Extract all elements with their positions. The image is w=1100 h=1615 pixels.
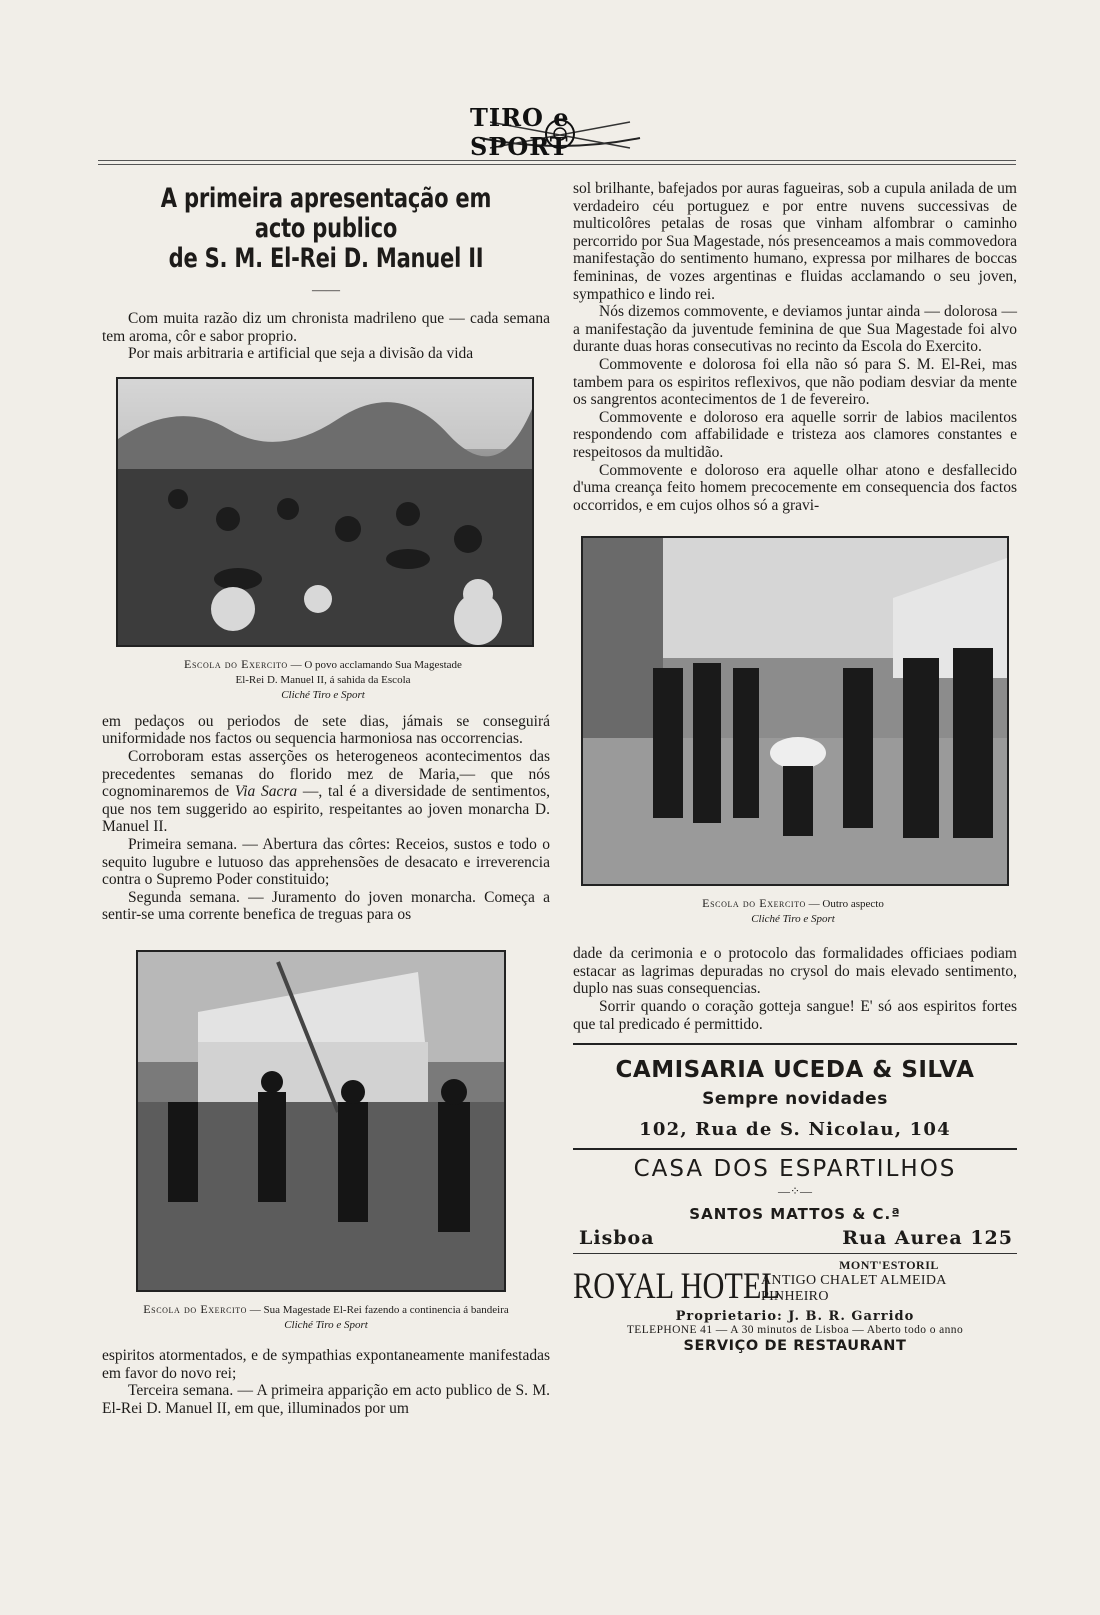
- camisaria-address: 102, Rua de S. Nicolau, 104: [639, 1119, 951, 1141]
- photo-crowd: [116, 377, 534, 647]
- ad-rule-3: [573, 1253, 1017, 1254]
- intro-paragraph-2: Por mais arbitraria e artificial que seja a divisão da vida: [128, 345, 474, 363]
- masthead-title: TIRO e SPORT: [470, 103, 570, 161]
- via-sacra-italic: Via Sacra: [234, 783, 298, 801]
- photo-continencia: [136, 950, 506, 1292]
- right-cont-paragraph-1: dade da cerimonia e o protocolo das formalidades officiaes podiam estacar as lagrimas depuradas no crysol do mais elevado sentimento, duplo nas suas consequencias.: [573, 945, 1017, 998]
- outro-aspecto-photo-image: [583, 538, 1007, 884]
- photo1-credit: Cliché Tiro e Sport: [281, 688, 365, 701]
- hotel-chalet: ANTIGO CHALET ALMEIDA PINHEIRO: [761, 1273, 946, 1305]
- right-paragraph-1: sol brilhante, bafejados por auras fagueiras, sob a cupula anilada de um verdadeiro céu portuguez e por entre nuvens successivas de multicolôres petalas de rosas que vinham alfombrar o caminho percorrido por Sua Magestade, nós presenceamos a mais commovedora manifestação do sentimento humano, expressa por milhares de boccas femininas, de vozes argentinas e fluidas acclamando o seu joven, sympathico e lindo rei.: [573, 180, 1017, 303]
- left-bottom-paragraph-1: espiritos atormentados, e de sympathias expontaneamente manifestadas em favor do novo rei;: [102, 1346, 550, 1382]
- photo3-credit: Cliché Tiro e Sport: [284, 1318, 368, 1331]
- left-cont-p2-tail: —, tal é a diversidade de sentimentos, que nos tem suggerido ao espirito, respeitantes ao joven monarcha D. Manuel II.: [102, 783, 550, 836]
- right-continuation: [573, 945, 1017, 1033]
- hotel-name: ROYAL HOTEL: [573, 1266, 781, 1308]
- headline-line-2: de S. M. El-Rei D. Manuel II: [168, 243, 484, 274]
- royal-hotel-ad: [573, 1258, 1017, 1308]
- left-cont-paragraph-4: Segunda semana. — Juramento do joven monarcha. Começa a sentir-se uma corrente benefica de treguas para os: [102, 888, 550, 924]
- right-paragraph-2: Nós dizemos commovente, e deviamos juntar ainda — dolorosa — a manifestação da juventude feminina de que Sua Magestade foi alvo durante duas horas consecutivas no recinto da Escola do Exercito.: [573, 303, 1017, 356]
- espartilhos-title: CASA DOS ESPARTILHOS: [633, 1156, 957, 1183]
- camisaria-slogan: Sempre novidades: [702, 1089, 888, 1110]
- continencia-photo-image: [138, 952, 504, 1290]
- hotel-proprietor: Proprietario: J. B. R. Garrido: [675, 1309, 915, 1325]
- top-rule-2: [98, 164, 1016, 165]
- headline-separator: ——: [312, 283, 340, 298]
- photo2-credit: Cliché Tiro e Sport: [751, 913, 835, 926]
- photo2-caption-text: — Outro aspecto: [805, 898, 884, 911]
- espartilhos-address: [573, 1227, 1017, 1249]
- photo3-caption-text: — Sua Magestade El-Rei fazendo a continencia á bandeira: [247, 1303, 509, 1316]
- left-column: [102, 180, 550, 1417]
- photo3-caption-title: Escola do Exercito: [143, 1301, 247, 1316]
- left-continuation: [102, 713, 550, 924]
- espartilhos-owner: SANTOS MATTOS & C.ª: [689, 1205, 901, 1224]
- espartilhos-ornament: —⁘—: [777, 1184, 813, 1199]
- photo1-caption-title: Escola do Exercito: [184, 656, 288, 671]
- hotel-telephone: TELEPHONE 41 — A 30 minutos de Lisboa — Aberto todo o anno: [626, 1324, 964, 1337]
- left-cont-paragraph-3: Primeira semana. — Abertura das côrtes: Receios, sustos e todo o sequito lugubre e lutuoso das apprehensões de desacato e irreverencia contra o Supremo Poder constituido;: [102, 835, 550, 889]
- photo-crowd-caption: [116, 657, 530, 703]
- right-cont-paragraph-2: Sorrir quando o coração gotteja sangue! E' só aos espiritos fortes que tal predicado é permittido.: [573, 998, 1017, 1033]
- photo1-caption-text: — O povo acclamando Sua Magestade: [287, 658, 462, 671]
- hotel-service: SERVIÇO DE RESTAURANT: [683, 1338, 907, 1355]
- ad-rule-2: [573, 1148, 1017, 1150]
- photo-outro-caption: [581, 896, 1005, 927]
- article-headline: [151, 184, 500, 274]
- top-rule: [98, 160, 1016, 161]
- left-bottom-text: [102, 1347, 550, 1417]
- hotel-location: MONT'ESTORIL: [839, 1258, 939, 1273]
- hotel-details: [761, 1258, 1017, 1305]
- right-paragraph-4: Commovente e doloroso era aquelle sorrir de labios macilentos respondendo com affabilidade e tristeza aos clamores constantes e respeitosos da multidão.: [573, 408, 1017, 461]
- espartilhos-city: Lisboa: [579, 1227, 655, 1250]
- photo1-caption-line2: El-Rei D. Manuel II, á sahida da Escola: [235, 673, 411, 686]
- right-column: [573, 180, 1017, 1354]
- left-cont-paragraph-1: em pedaços ou periodos de sete dias, jámais se conseguirá uniformidade nos factos ou sequencia harmoniosa nas occorrencias.: [102, 712, 550, 748]
- photo-outro-aspecto: [581, 536, 1009, 886]
- photo2-caption-title: Escola do Exercito: [702, 896, 806, 911]
- espartilhos-street: Rua Aurea 125: [842, 1227, 1013, 1250]
- camisaria-title: CAMISARIA UCEDA & SILVA: [615, 1057, 975, 1084]
- masthead: [470, 103, 650, 161]
- advertisements: [573, 1043, 1017, 1354]
- right-paragraph-5: Commovente e doloroso era aquelle olhar atono e desfallecido d'uma creança feito homem precocemente em consequencia dos factos occorridos, e em cujos olhos só a gravi-: [573, 461, 1017, 514]
- right-paragraph-3: Commovente e dolorosa foi ella não só para S. M. El-Rei, mas tambem para os espiritos reflexivos, que não podiam desviar da mente os sangrentos acontecimentos de 1 de fevereiro.: [573, 355, 1017, 409]
- crowd-photo-image: [118, 379, 532, 645]
- intro-paragraph-1: Com muita razão diz um chronista madrileno que — cada semana tem aroma, côr e sabor proprio.: [102, 310, 550, 345]
- headline-line-1: A primeira apresentação em acto publico: [160, 183, 492, 244]
- left-bottom-paragraph-2: Terceira semana. — A primeira apparição em acto publico de S. M. El-Rei D. Manuel II, em que, illuminados por um: [102, 1382, 550, 1417]
- left-cont-p2-text: Corroboram estas asserções os heterogeneos acontecimentos das precedentes semanas do florido mez de Maria,— que nós cognominaremos de: [102, 747, 550, 801]
- ad-rule-1: [573, 1043, 1017, 1045]
- photo-continencia-caption: [102, 1302, 550, 1333]
- left-cont-paragraph-2: [102, 748, 550, 836]
